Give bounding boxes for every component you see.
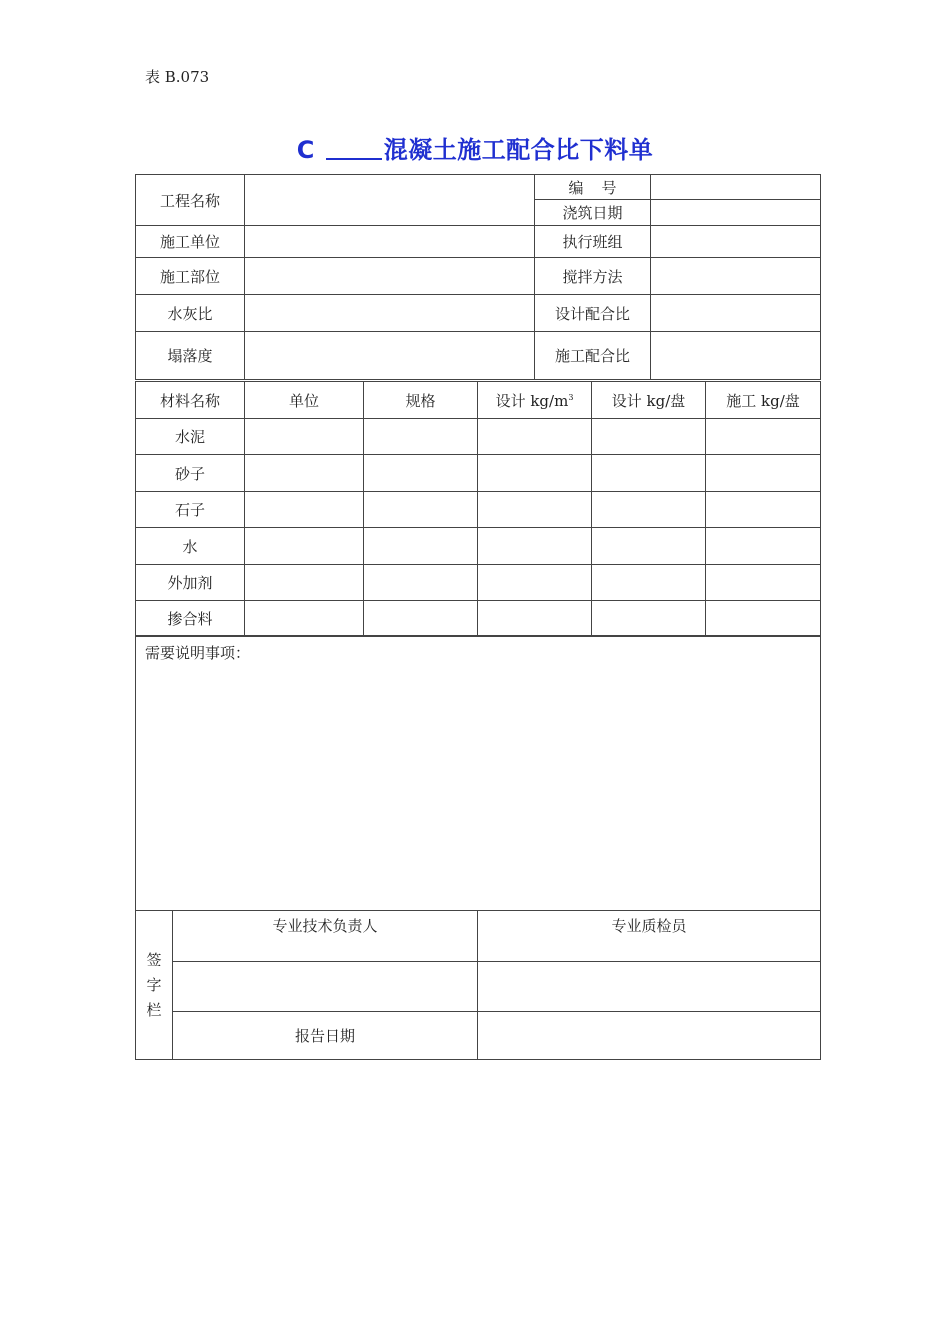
table-cell[interactable]	[478, 528, 592, 565]
materials-table	[135, 381, 821, 637]
notes-area[interactable]	[136, 636, 821, 911]
water-cement-ratio-field[interactable]	[245, 295, 535, 332]
title-blank[interactable]	[326, 158, 382, 160]
material-name: 砂子	[136, 455, 245, 492]
water-cement-ratio-label: 水灰比	[136, 295, 245, 332]
signature-section-text: 签字栏	[146, 950, 162, 1019]
table-cell[interactable]	[592, 492, 706, 528]
work-team-field[interactable]	[651, 226, 821, 258]
table-cell[interactable]	[245, 528, 364, 565]
table-cell[interactable]	[706, 455, 821, 492]
column-header	[478, 382, 592, 419]
table-cell[interactable]	[245, 455, 364, 492]
table-cell[interactable]	[706, 565, 821, 601]
work-team-label: 执行班组	[535, 226, 651, 258]
material-name: 水泥	[136, 419, 245, 455]
title-prefix: C	[296, 136, 315, 164]
table-cell[interactable]	[364, 419, 478, 455]
table-cell[interactable]	[245, 492, 364, 528]
table-cell[interactable]	[706, 492, 821, 528]
table-cell[interactable]	[245, 419, 364, 455]
table-cell[interactable]	[364, 492, 478, 528]
design-mix-ratio-label: 设计配合比	[535, 295, 651, 332]
construction-mix-ratio-label: 施工配合比	[535, 332, 651, 380]
table-cell[interactable]	[245, 601, 364, 637]
material-name: 掺合料	[136, 601, 245, 637]
table-cell[interactable]	[592, 601, 706, 637]
tech-lead-signature-field[interactable]	[173, 962, 478, 1012]
table-cell[interactable]	[478, 601, 592, 637]
table-cell[interactable]	[706, 528, 821, 565]
project-name-label: 工程名称	[136, 175, 245, 226]
design-mix-ratio-field[interactable]	[651, 295, 821, 332]
column-header: 规格	[364, 382, 478, 419]
slump-label: 塌落度	[136, 332, 245, 380]
header-table	[135, 174, 821, 380]
form-code: 表 B.073	[145, 68, 210, 86]
table-cell[interactable]	[478, 492, 592, 528]
construction-mix-ratio-field[interactable]	[651, 332, 821, 380]
page-title	[0, 130, 950, 165]
report-date-field[interactable]	[478, 1012, 821, 1060]
table-cell[interactable]	[592, 528, 706, 565]
table-cell[interactable]	[706, 601, 821, 637]
project-name-field[interactable]	[245, 175, 535, 226]
construction-part-label: 施工部位	[136, 258, 245, 295]
tech-lead-label: 专业技术负责人	[173, 911, 478, 962]
column-header: 单位	[245, 382, 364, 419]
number-label: 编号	[535, 175, 651, 200]
construction-unit-label: 施工单位	[136, 226, 245, 258]
report-date-label: 报告日期	[173, 1012, 478, 1060]
notes-label: 需要说明事项：	[145, 644, 251, 662]
slump-field[interactable]	[245, 332, 535, 380]
pour-date-field[interactable]	[651, 200, 821, 226]
pour-date-label: 浇筑日期	[535, 200, 651, 226]
quality-inspector-label: 专业质检员	[478, 911, 821, 962]
title-text: 混凝土施工配合比下料单	[383, 136, 654, 164]
table-cell[interactable]	[592, 419, 706, 455]
column-header: 施工 kg/盘	[706, 382, 821, 419]
column-header: 设计 kg/盘	[592, 382, 706, 419]
column-header-text: 设计 kg/m	[495, 391, 569, 410]
mixing-method-field[interactable]	[651, 258, 821, 295]
table-cell[interactable]	[478, 419, 592, 455]
table-cell[interactable]	[245, 565, 364, 601]
quality-inspector-signature-field[interactable]	[478, 962, 821, 1012]
table-cell[interactable]	[706, 419, 821, 455]
table-cell[interactable]	[592, 565, 706, 601]
table-cell[interactable]	[364, 601, 478, 637]
table-cell[interactable]	[364, 455, 478, 492]
construction-part-field[interactable]	[245, 258, 535, 295]
material-name: 石子	[136, 492, 245, 528]
material-name: 水	[136, 528, 245, 565]
table-cell[interactable]	[364, 528, 478, 565]
table-cell[interactable]	[592, 455, 706, 492]
table-cell[interactable]	[364, 565, 478, 601]
material-name: 外加剂	[136, 565, 245, 601]
mixing-method-label: 搅拌方法	[535, 258, 651, 295]
column-header: 材料名称	[136, 382, 245, 419]
superscript-3: 3	[568, 392, 574, 402]
signature-section-label	[136, 911, 173, 1060]
table-cell[interactable]	[478, 455, 592, 492]
construction-unit-field[interactable]	[245, 226, 535, 258]
notes-signature-table	[135, 635, 821, 1060]
number-field[interactable]	[651, 175, 821, 200]
table-cell[interactable]	[478, 565, 592, 601]
